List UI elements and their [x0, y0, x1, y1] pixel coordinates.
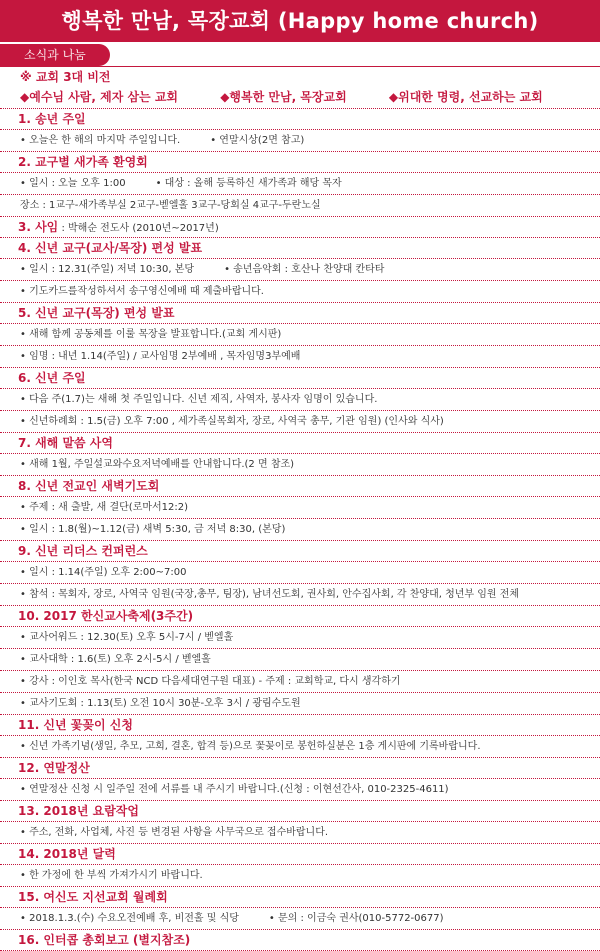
section-title-text: 6. 신년 주일	[18, 371, 86, 385]
section-title-text: 15. 여신도 지선교회 월례회	[18, 890, 168, 904]
section-line	[0, 649, 600, 671]
line-text: • 참석 : 목회자, 장로, 사역국 임원(국장,총무, 팀장), 남녀선도회, 권사회, 안수집사회, 각 찬양대, 청년부 임원 전체	[20, 589, 520, 600]
section-title-text: 2. 교구별 새가족 환영회	[18, 155, 148, 169]
line-text: • 주제 : 새 출발, 새 결단(로마서12:2)	[20, 502, 189, 513]
section-line	[0, 693, 600, 715]
section-line	[0, 346, 600, 368]
page-banner: 행복한 만남, 목장교회 (Happy home church)	[0, 0, 600, 42]
section-title	[0, 109, 600, 130]
section-line	[0, 627, 600, 649]
section-title-text: 8. 신년 전교인 새벽기도회	[18, 479, 160, 493]
line-text: • 대상 : 올해 등록하신 새가족과 해당 목자	[155, 178, 342, 189]
line-text: • 연말시상(2면 참고)	[210, 135, 305, 146]
line-text: • 한 가정에 한 부씩 가져가시기 바랍니다.	[20, 870, 203, 881]
line-text: • 연말정산 신청 시 일주일 전에 서류를 내 주시기 바랍니다.(신청 : 이현선간사, 010-2325-4611)	[20, 784, 449, 795]
section-title	[0, 476, 600, 497]
line-text: • 새해 1월, 주일설교와수요저녁예배를 안내합니다.(2 면 참조)	[20, 459, 295, 470]
section-title-text: 4. 신년 교구(교사/목장) 편성 발표	[18, 241, 203, 255]
line-text: • 문의 : 이금숙 권사(010-5772-0677)	[268, 913, 444, 924]
section-line	[0, 736, 600, 758]
line-text: • 임명 : 내년 1.14(주일) / 교사임명 2부예배 , 목자임명3부예배	[20, 351, 301, 362]
section-title	[0, 606, 600, 627]
section-title-text: 5. 신년 교구(목장) 편성 발표	[18, 306, 175, 320]
section-line	[0, 822, 600, 844]
section-line	[0, 324, 600, 346]
section-title-text: 9. 신년 리더스 컨퍼런스	[18, 544, 148, 558]
line-text: • 교사어워드 : 12.30(토) 오후 5시-7시 / 벧엘홀	[20, 632, 234, 643]
section-line	[0, 130, 600, 152]
line-text: • 일시 : 오늘 오후 1:00	[20, 178, 126, 189]
vision-item: ◆예수님 사람, 제자 삼는 교회	[20, 90, 179, 104]
section-line	[0, 584, 600, 606]
line-text: 장소 : 1교구-새가족부실 2교구-벧엘홀 3교구-당회실 4교구-두란노실	[20, 200, 321, 211]
news-list	[0, 67, 600, 951]
section-title-text: 11. 신년 꽃꽂이 신청	[18, 718, 133, 732]
line-text: • 강사 : 이인호 목사(한국 NCD 다음세대연구원 대표) - 주제 : 교회학교, 다시 생각하기	[20, 676, 401, 687]
line-text: • 교사대학 : 1.6(토) 오후 2시-5시 / 벧엘홀	[20, 654, 211, 665]
section-title-text: 13. 2018년 요람작업	[18, 804, 139, 818]
section-line	[0, 779, 600, 801]
section-title-text: 3. 사임	[18, 220, 59, 234]
section-title	[0, 303, 600, 324]
section-tag: 소식과 나눔	[0, 44, 110, 66]
section-title	[0, 238, 600, 259]
section-title	[0, 887, 600, 908]
section-line	[0, 259, 600, 281]
vision-item: ◆행복한 만남, 목장교회	[220, 90, 347, 104]
line-text: • 교사기도회 : 1.13(토) 오전 10시 30분-오후 3시 / 광림수도원	[20, 698, 301, 709]
section-title-text: 7. 새해 말씀 사역	[18, 436, 113, 450]
line-text: • 다음 주(1.7)는 새해 첫 주일입니다. 신년 제직, 사역자, 봉사자 임명이 있습니다.	[20, 394, 378, 405]
section-title-text: 10. 2017 한신교사축제(3주간)	[18, 609, 194, 623]
section-title-text: 16. 인터콥 총회보고 (별지참조)	[18, 933, 191, 947]
section-title	[0, 368, 600, 389]
line-text: • 일시 : 1.14(주일) 오후 2:00~7:00	[20, 567, 187, 578]
section-line	[0, 281, 600, 303]
line-text: • 기도카드를작성하셔서 송구영신예배 때 제출바랍니다.	[20, 286, 264, 297]
section-title	[0, 217, 600, 238]
section-title	[0, 152, 600, 173]
section-line	[0, 865, 600, 887]
sections	[0, 109, 600, 951]
vision-heading: ※ 교회 3대 비전	[20, 70, 111, 84]
section-title	[0, 715, 600, 736]
section-title	[0, 758, 600, 779]
section-line	[0, 173, 600, 195]
section-title	[0, 801, 600, 822]
section-title	[0, 844, 600, 865]
section-line	[0, 562, 600, 584]
line-text: • 2018.1.3.(수) 수요오전예배 후, 비전홀 및 식당	[20, 913, 239, 924]
section-line	[0, 389, 600, 411]
line-text: • 신년하례회 : 1.5(금) 오후 7:00 , 세가족실목회자, 장로, 사역국 총무, 기관 임원) (인사와 식사)	[20, 416, 444, 427]
section-line	[0, 454, 600, 476]
line-text: • 주소, 전화, 사업체, 사진 등 변경된 사항을 사무국으로 접수바랍니다.	[20, 827, 329, 838]
line-text: • 일시 : 12.31(주일) 저녁 10:30, 본당	[20, 264, 195, 275]
line-text: • 새해 함께 공동체를 이룰 목장을 발표합니다.(교회 게시판)	[20, 329, 282, 340]
section-line	[0, 908, 600, 930]
vision-item: ◆위대한 명령, 선교하는 교회	[388, 90, 543, 104]
line-text: • 신년 가족기념(생일, 추모, 고희, 결혼, 합격 등)으로 꽃꽂이로 봉헌하실분은 1층 게시판에 기록바랍니다.	[20, 741, 481, 752]
line-text: • 송년음악회 : 호산나 찬양대 칸타타	[224, 264, 385, 275]
vision-list	[0, 87, 600, 109]
section-line	[0, 497, 600, 519]
section-title-text: 1. 송년 주일	[18, 112, 86, 126]
section-title	[0, 541, 600, 562]
line-text: • 오늘은 한 해의 마지막 주일입니다.	[20, 135, 181, 146]
section-title-note: : 박해순 전도사 (2010년~2017년)	[58, 223, 219, 234]
section-line	[0, 195, 600, 217]
section-line	[0, 411, 600, 433]
section-title-text: 14. 2018년 달력	[18, 847, 116, 861]
section-title	[0, 433, 600, 454]
section-line	[0, 519, 600, 541]
section-title	[0, 930, 600, 951]
line-text: • 일시 : 1.8(월)~1.12(금) 새벽 5:30, 금 저녁 8:30, (본당)	[20, 524, 286, 535]
section-line	[0, 671, 600, 693]
section-title-text: 12. 연말정산	[18, 761, 90, 775]
